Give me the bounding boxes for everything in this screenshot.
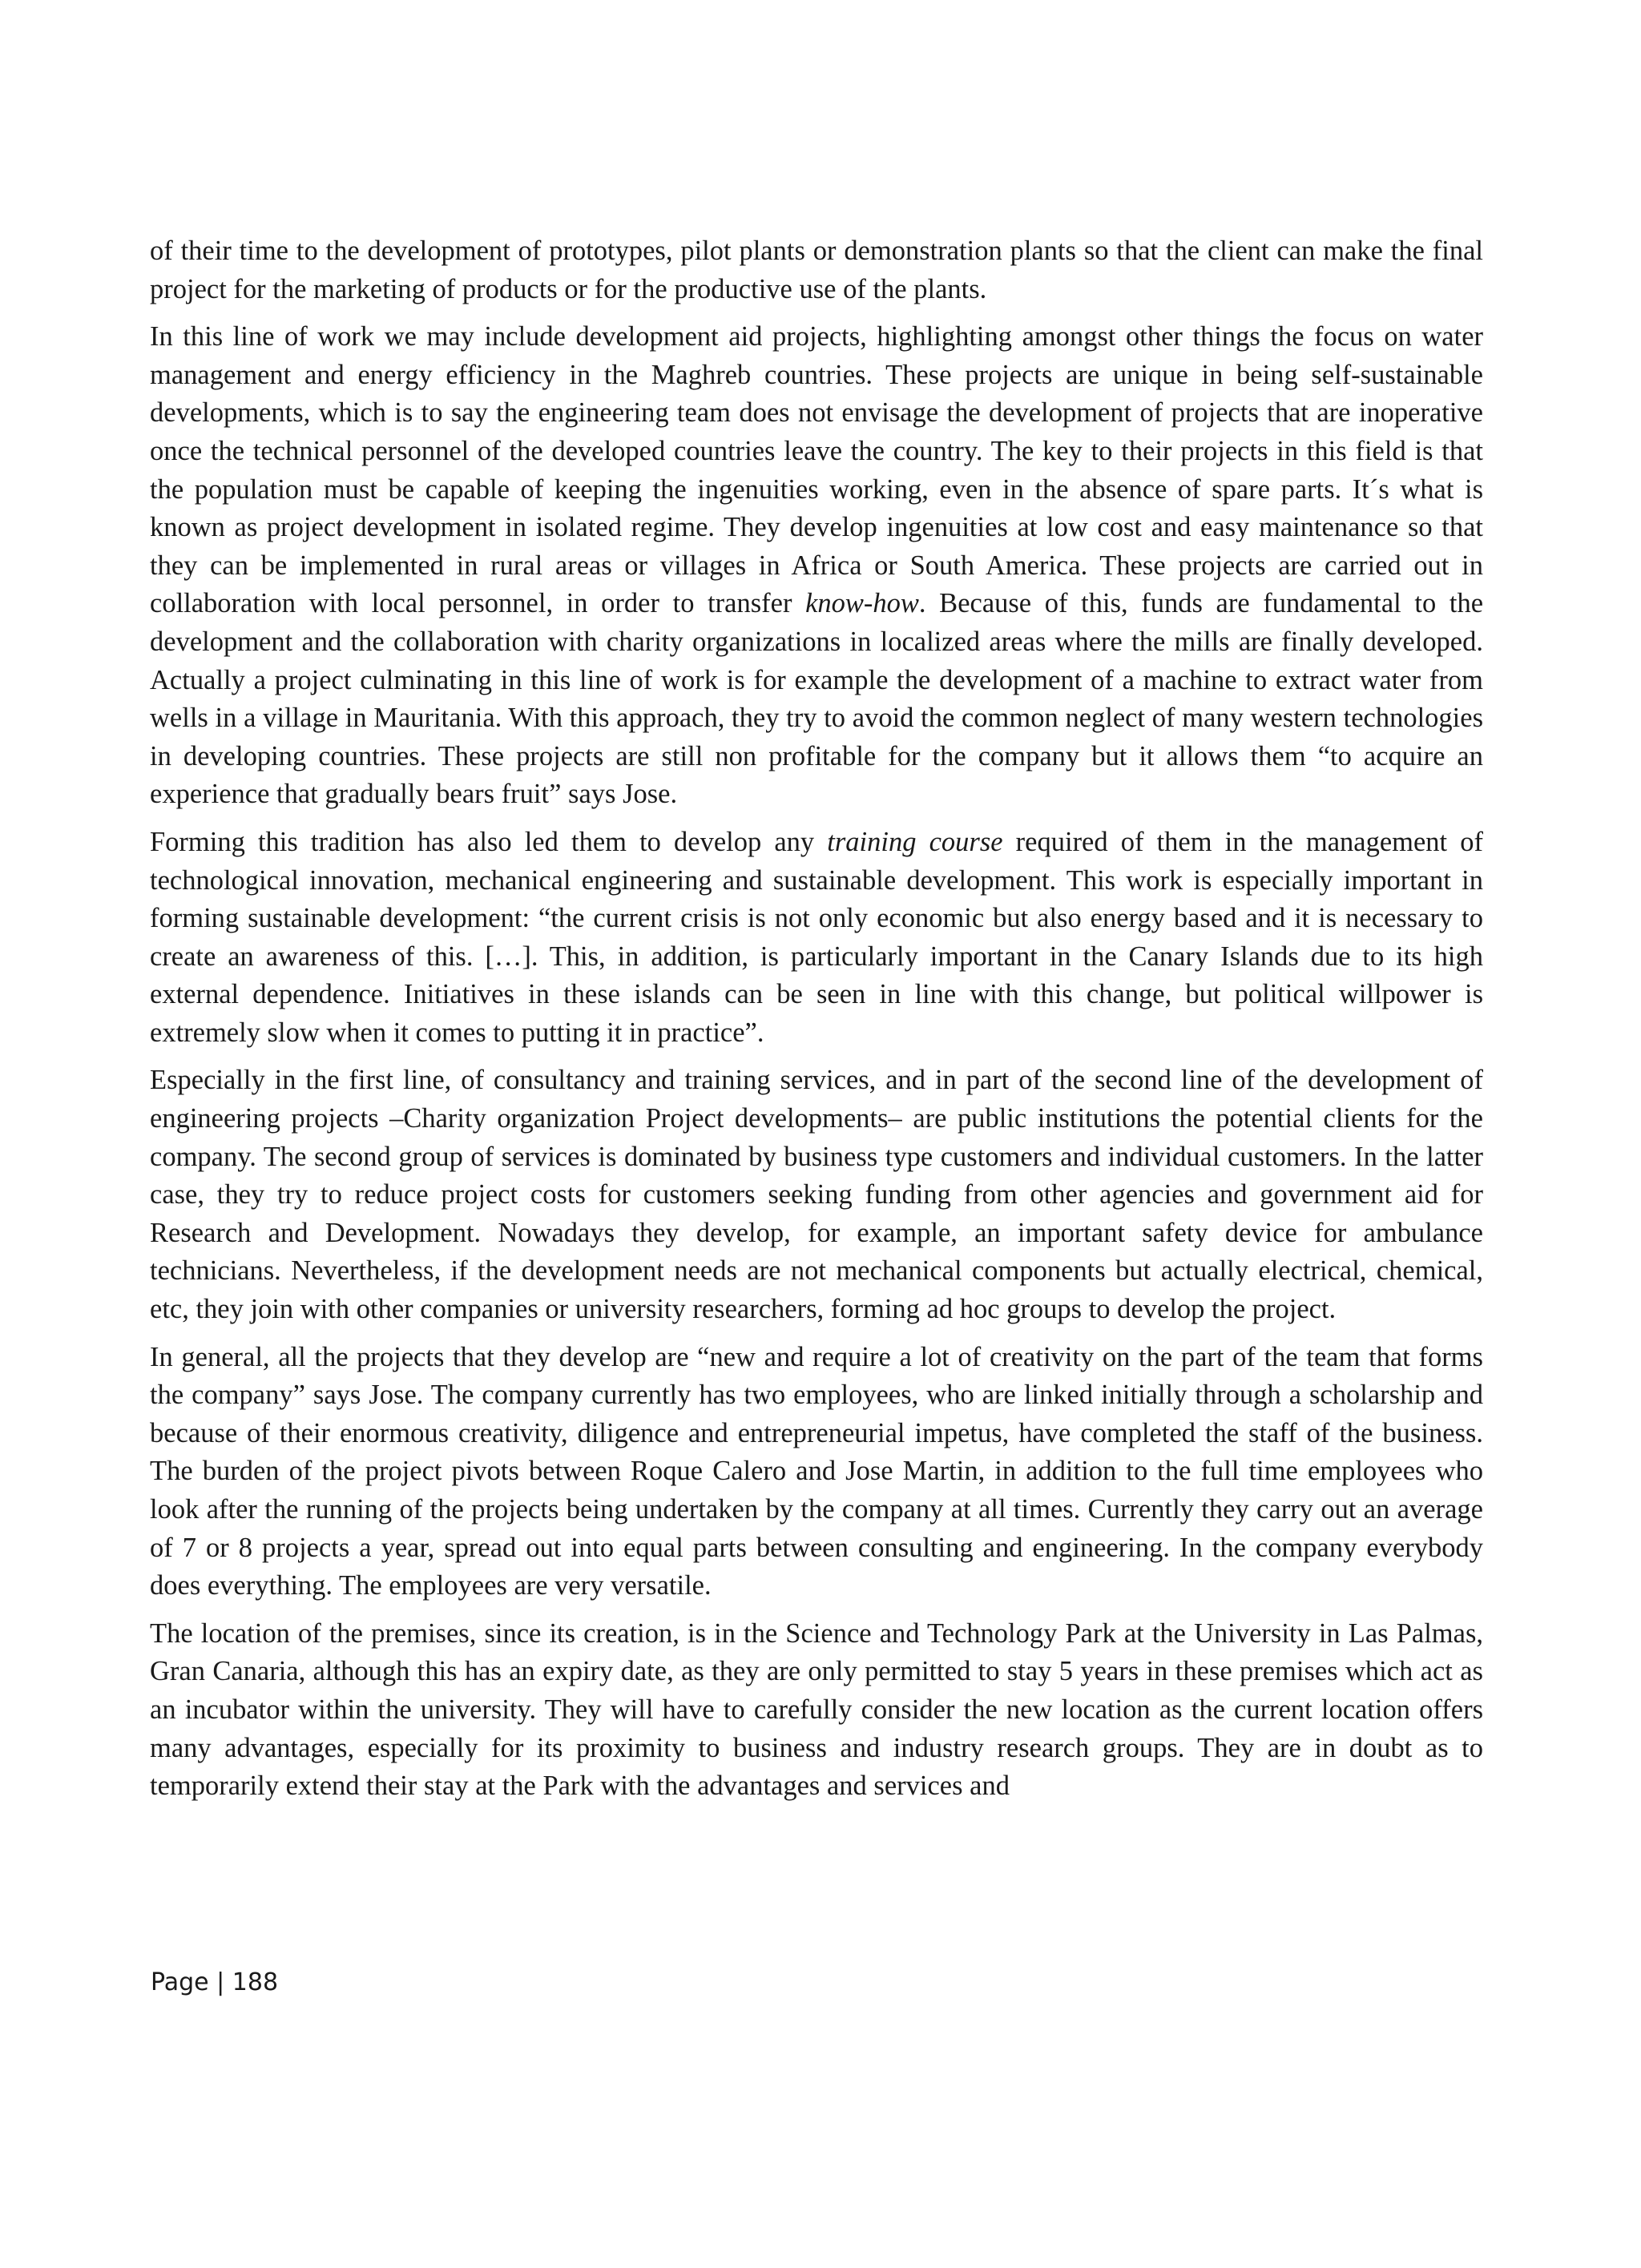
paragraph-4 [150, 1061, 1483, 1328]
paragraph-2-emphasis: know-how [805, 588, 919, 619]
body-text [150, 232, 1483, 1815]
page-number-footer: Page | 188 [151, 1968, 279, 1996]
paragraph-4-text: Especially in the first line, of consultancy and training services, and in part of the second line of the development of engineering projects –Charity organization Project developments– are public institutions the potential clients for the company. The second group of services is dominated by business type customers and individual customers. In the latter case, they try to reduce project costs for customers seeking funding from other agencies and government aid for Research and Development. Nowadays they develop, for example, an important safety device for ambulance technicians. Nevertheless, if the development needs are not mechanical components but actually electrical, chemical, etc, they join with other companies or university researchers, forming ad hoc groups to develop the project. [150, 1065, 1483, 1325]
paragraph-2-text-b: . Because of this, funds are fundamental to the development and the collaboration with charity organizations in localized areas where the mills are finally developed. Actually a project culminating in this line of work is for example the development of a machine to extract water from wells in a village in Mauritania. With this approach, they try to avoid the common neglect of many western technologies in developing countries. These projects are still non profitable for the company but it allows them “to acquire an experience that gradually bears fruit” says Jose. [150, 588, 1484, 810]
paragraph-2-text-a: In this line of work we may include development aid projects, highlighting amongst other things the focus on water management and energy efficiency in the Maghreb countries. These projects are unique in being self-sustainable developments, which is to say the engineering team does not envisage the development of projects that are inoperative once the technical personnel of the developed countries leave the country. The key to their projects in this field is that the population must be capable of keeping the ingenuities working, even in the absence of spare parts. It´s what is known as project development in isolated regime. They develop ingenuities at low cost and easy maintenance so that they can be implemented in rural areas or villages in Africa or South America. These projects are carried out in collaboration with local personnel, in order to transfer [150, 321, 1483, 619]
paragraph-6-text: The location of the premises, since its creation, is in the Science and Technology Park at the University in Las Palmas, Gran Canaria, although this has an expiry date, as they are only permitted to stay 5 years in these premises which act as an incubator within the university. They will have to carefully consider the new location as the current location offers many advantages, especially for its proximity to business and industry research groups. They are in doubt as to temporarily extend their stay at the Park with the advantages and services and [150, 1617, 1483, 1802]
paragraph-5 [150, 1339, 1483, 1605]
paragraph-3-text-b: required of them in the management of technological innovation, mechanical engineering and sustainable development. This work is especially important in forming sustainable development: “the current crisis is not only economic but also energy based and it is necessary to create an awareness of this. […]. This, in addition, is particularly important in the Canary Islands due to its high external dependence. Initiatives in these islands can be seen in line with this change, but political willpower is extremely slow when it comes to putting it in practice”. [150, 826, 1483, 1048]
paragraph-2 [150, 318, 1483, 814]
paragraph-1 [150, 232, 1483, 308]
paragraph-3-text-a: Forming this tradition has also led them to develop any [150, 826, 828, 857]
paragraph-3-emphasis: training course [827, 826, 1003, 857]
paragraph-3 [150, 824, 1483, 1053]
paragraph-5-text: In general, all the projects that they develop are “new and require a lot of creativity on the part of the team that forms the company” says Jose. The company currently has two employees, who are linked initially through a scholarship and because of their enormous creativity, diligence and entrepreneurial impetus, have completed the staff of the business. The burden of the project pivots between Roque Calero and Jose Martin, in addition to the full time employees who look after the running of the projects being undertaken by the company at all times. Currently they carry out an average of 7 or 8 projects a year, spread out into equal parts between consulting and engineering. In the company everybody does everything. The employees are very versatile. [150, 1341, 1483, 1601]
paragraph-1-text: of their time to the development of prototypes, pilot plants or demonstration plants so that the client can make the final project for the marketing of products or for the productive use of the plants. [150, 236, 1483, 304]
paragraph-6 [150, 1615, 1483, 1806]
